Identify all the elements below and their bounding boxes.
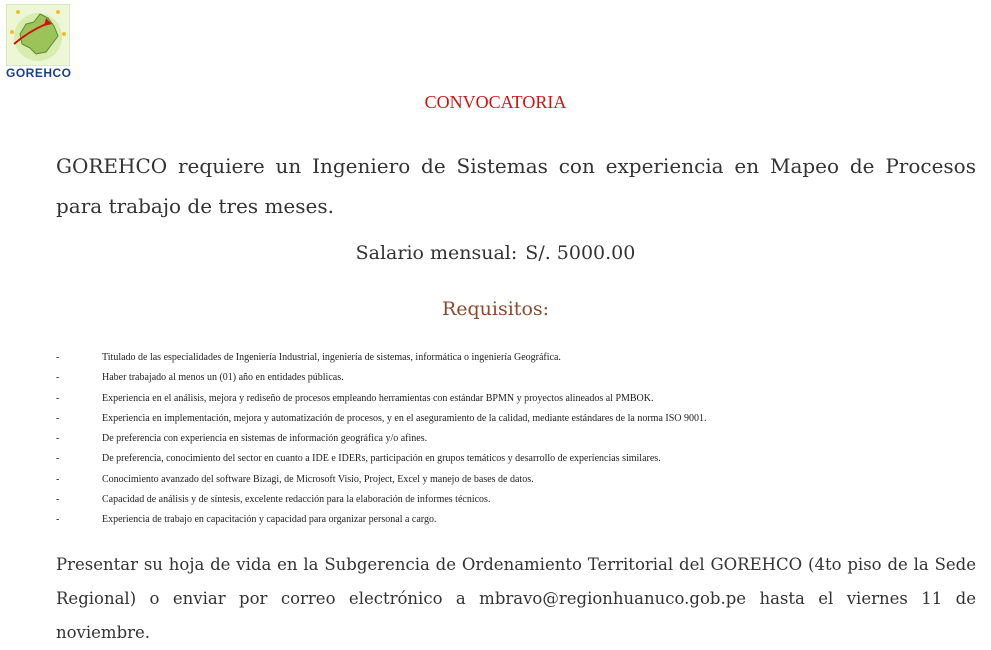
bullet-dash: - bbox=[56, 494, 60, 506]
logo-text: GOREHCO bbox=[6, 66, 72, 80]
bullet-dash: - bbox=[56, 392, 60, 404]
requirement-text: Capacidad de análisis y de síntesis, excelente redacción para la elaboración de informes técnicos. bbox=[102, 494, 491, 506]
requirement-item bbox=[56, 449, 956, 469]
requirement-item bbox=[56, 348, 956, 368]
requirement-text: Experiencia de trabajo en capacitación y capacidad para organizar personal a cargo. bbox=[102, 514, 437, 526]
salary-line bbox=[0, 242, 991, 264]
requirement-text: De preferencia, conocimiento del sector en cuanto a IDE e IDERs, participación en grupos temáticos y desarrollo de experiencias similares. bbox=[102, 453, 661, 465]
region-map-icon bbox=[6, 4, 70, 66]
requirement-text: Haber trabajado al menos un (01) año en entidades públicas. bbox=[102, 372, 344, 384]
requirements-title: Requisitos: bbox=[441, 298, 550, 320]
gorehco-logo bbox=[6, 4, 70, 84]
requirement-item bbox=[56, 409, 956, 429]
bullet-dash: - bbox=[56, 372, 60, 384]
requirement-text: Conocimiento avanzado del software Bizagi, de Microsoft Visio, Project, Excel y manejo de bases de datos. bbox=[102, 473, 534, 485]
bullet-dash: - bbox=[56, 433, 60, 445]
requirement-text: Experiencia en implementación, mejora y automatización de procesos, y en el aseguramiento de la calidad, mediante estándares de la norma ISO 9001. bbox=[102, 412, 707, 424]
requirement-item bbox=[56, 389, 956, 409]
bullet-dash: - bbox=[56, 352, 60, 363]
requirement-text: Titulado de las especialidades de Ingeniería Industrial, ingeniería de sistemas, informática o ingeniería Geográfica. bbox=[102, 352, 561, 363]
requirement-item bbox=[56, 490, 956, 510]
page-title: CONVOCATORIA bbox=[424, 92, 567, 112]
salary-amount: S/. 5000.00 bbox=[525, 242, 636, 264]
requirements-list bbox=[56, 348, 956, 531]
closing-paragraph: Presentar su hoja de vida en la Subgerencia de Ordenamiento Territorial del GOREHCO (4to piso de la Sede Regional) o enviar por correo electrónico a mbravo@regionhuanuco.gob.pe hasta el viernes 11 de noviembre. bbox=[56, 555, 976, 642]
bullet-dash: - bbox=[56, 473, 60, 485]
bullet-dash: - bbox=[56, 453, 60, 465]
requirement-item bbox=[56, 470, 956, 490]
salary-label: Salario mensual: bbox=[355, 242, 518, 264]
bullet-dash: - bbox=[56, 412, 60, 424]
requirement-text: De preferencia con experiencia en sistemas de información geográfica y/o afines. bbox=[102, 433, 428, 445]
requirement-item bbox=[56, 368, 956, 388]
requirement-text: Experiencia en el análisis, mejora y rediseño de procesos empleando herramientas con estándar BPMN y proyectos alineados al PMBOK. bbox=[102, 392, 654, 404]
bullet-dash: - bbox=[56, 514, 60, 526]
intro-paragraph: GOREHCO requiere un Ingeniero de Sistemas con experiencia en Mapeo de Procesos para trabajo de tres meses. bbox=[56, 154, 976, 218]
requirement-item bbox=[56, 429, 956, 449]
requirement-item bbox=[56, 510, 956, 530]
